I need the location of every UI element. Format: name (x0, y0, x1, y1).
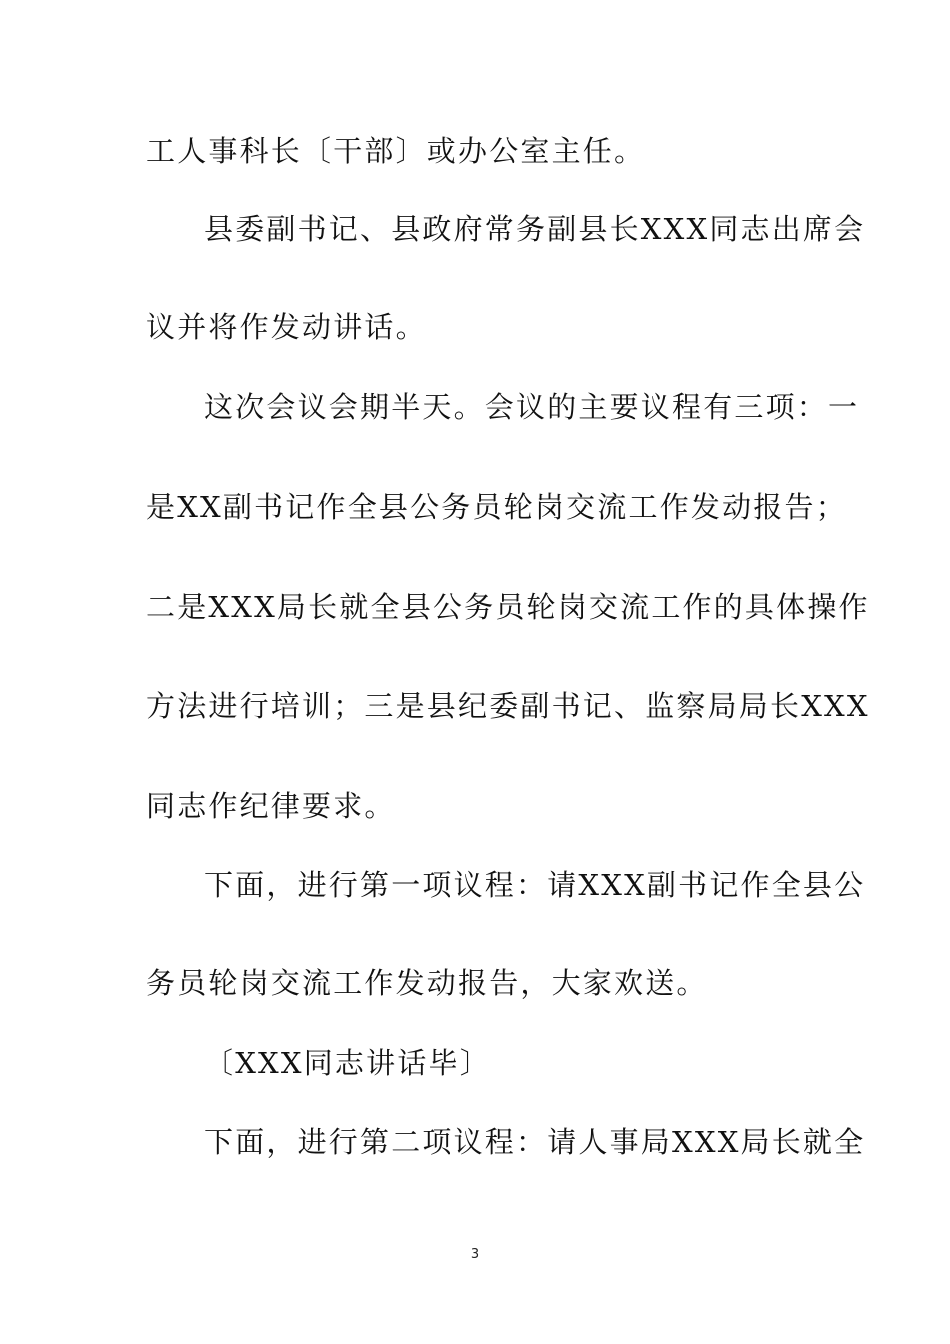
text-line-11: 〔XXX同志讲话毕〕 (204, 1046, 491, 1080)
text-line-1: 工人事科长〔干部〕或办公室主任。 (146, 134, 646, 168)
text-line-12: 下面，进行第二项议程：请人事局XXX局长就全 (204, 1125, 866, 1159)
text-line-5: 是XX副书记作全县公务员轮岗交流工作发动报告； (146, 490, 847, 524)
text-line-7: 方法进行培训；三是县纪委副书记、监察局局长XXX (146, 689, 870, 723)
text-line-4: 这次会议会期半天。会议的主要议程有三项：一 (204, 390, 860, 424)
text-line-3: 议并将作发动讲话。 (146, 310, 427, 344)
text-line-2: 县委副书记、县政府常务副县长XXX同志出席会 (204, 212, 866, 246)
text-line-8: 同志作纪律要求。 (146, 789, 396, 823)
text-line-6: 二是XXX局长就全县公务员轮岗交流工作的具体操作 (146, 590, 870, 624)
page-number: 3 (470, 1247, 480, 1262)
text-line-9: 下面，进行第一项议程：请XXX副书记作全县公 (204, 868, 866, 902)
text-line-10: 务员轮岗交流工作发动报告，大家欢送。 (146, 966, 708, 1000)
